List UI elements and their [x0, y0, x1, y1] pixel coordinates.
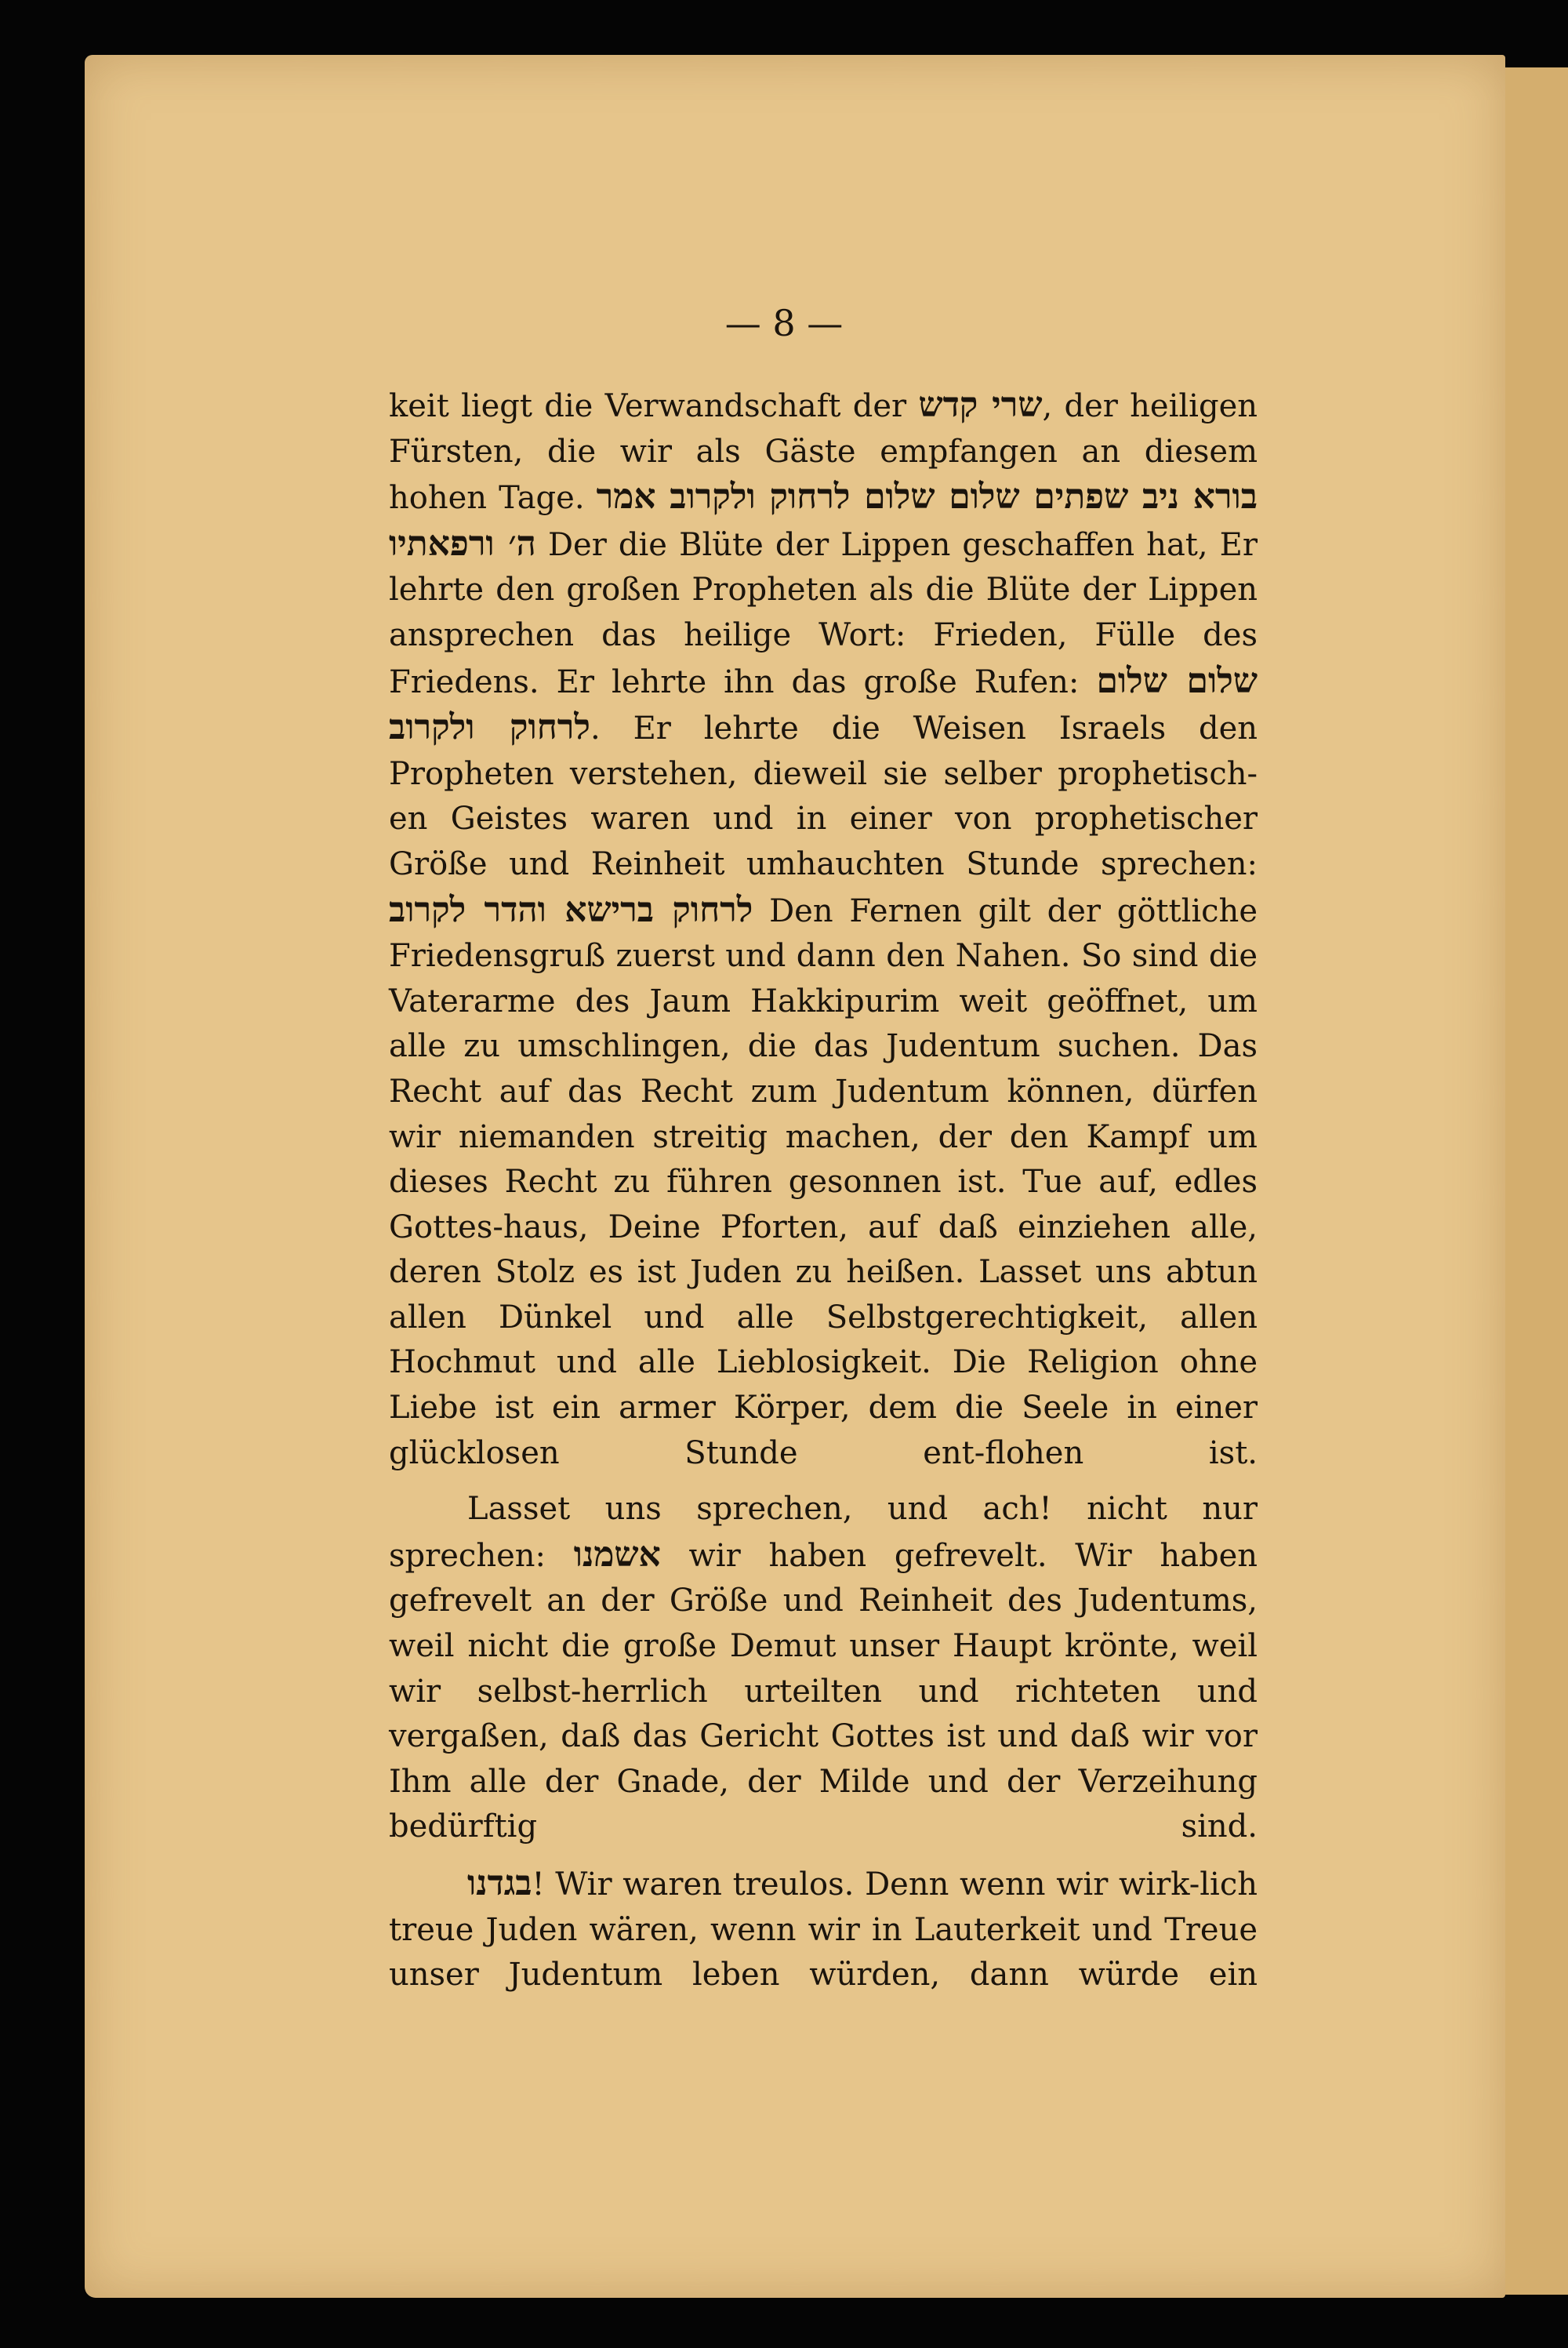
text-segment: ! Wir waren treulos. Denn wenn wir wirk-lich treue Juden wären, wenn wir in Lauterkeit und Treue unser Judentum leben würden, dann würde ein — [389, 1866, 1258, 1994]
next-page-edge — [1496, 67, 1568, 2295]
paragraph-1 — [389, 383, 1258, 1476]
text-segment: Den Fernen gilt der göttliche Friedensgruß zuerst und dann den Nahen. So sind die Vaterarme des Jaum Hakkipurim weit geöffnet, um alle zu umschlingen, die das Judentum suchen. Das Recht auf das Recht zum Judentum können, dürfen wir niemanden streitig machen, der den Kampf um dieses Recht zu führen gesonnen ist. Tue auf, edles Gottes-haus, Deine Pforten, auf daß einziehen alle, deren Stolz es ist Juden zu heißen. Lasset uns abtun allen Dünkel und alle Selbstgerechtigkeit, allen Hochmut und alle Lieblosigkeit. Die Religion ohne Liebe ist ein armer Körper, dem die Seele in einer glücklosen Stunde ent-flohen ist. — [389, 892, 1258, 1471]
text-segment: Der die Blüte der Lippen geschaffen hat, Er lehrte den großen Propheten als die Blüte der Lippen ansprechen das heilige Wort: Frieden, Fülle des Friedens. Er lehrte ihn das große Rufen: — [389, 526, 1258, 700]
text-segment: Lasset uns sprechen, und ach! nicht nur sprechen: — [389, 1491, 1258, 1574]
paragraph-2 — [389, 1487, 1258, 1850]
hebrew-phrase: בורא ניב שפתים שלום שלום לרחוק ולקרוב אמר ה׳ ורפאתיו — [389, 477, 1258, 564]
text-segment: . Er lehrte die Weisen Israels den Propheten verstehen, dieweil sie selber prophetisch-en Geistes waren und in einer von prophetischer Größe und Reinheit umhauchten Stunde sprechen: — [389, 711, 1258, 882]
body-text — [389, 383, 1258, 2009]
hebrew-phrase: בגדנו — [467, 1863, 532, 1903]
hebrew-phrase: לרחוק ברישא והדר לקרוב — [389, 889, 753, 930]
page-number: — 8 — — [724, 302, 844, 344]
paragraph-3 — [389, 1861, 1258, 1998]
hebrew-phrase: אשמנו — [573, 1534, 661, 1575]
text-segment: keit liegt die Verwandschaft der — [389, 388, 919, 424]
text-segment: , der heiligen Fürsten, die wir als Gäste empfangen an diesem hohen Tage. — [389, 388, 1258, 517]
hebrew-phrase: שרי קדש — [918, 385, 1043, 425]
hebrew-phrase: שלום שלום לרחוק ולקרוב — [389, 660, 1258, 748]
text-segment: wir haben gefrevelt. Wir haben gefrevelt an der Größe und Reinheit des Judentums, weil nicht die große Demut unser Haupt krönte, weil wir selbst-herrlich urteilten und richteten und vergaßen, daß das Gericht Gottes ist und daß wir vor Ihm alle der Gnade, der Milde und der Verzeihung bedürftig sind. — [389, 1537, 1258, 1845]
